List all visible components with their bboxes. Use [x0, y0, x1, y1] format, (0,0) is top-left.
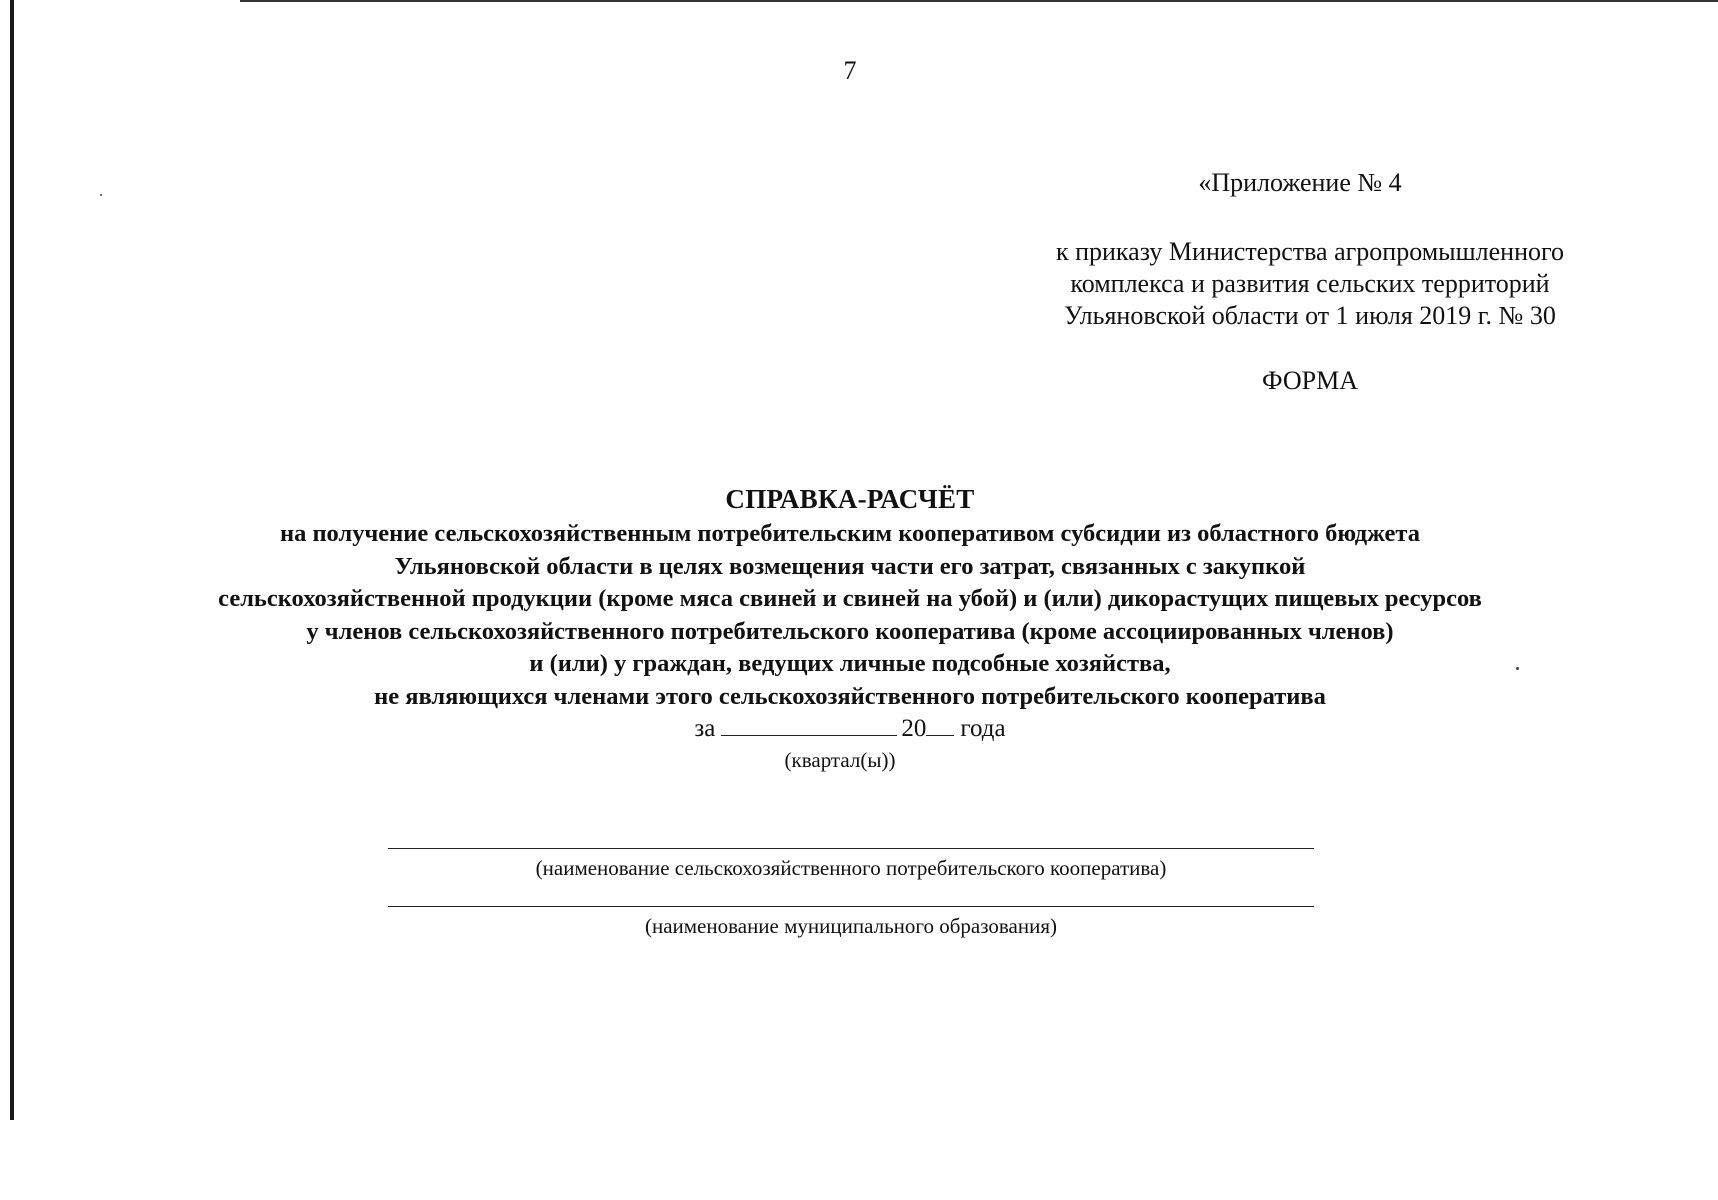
document-subtitle-line: не являющихся членами этого сельскохозяйственного потребительского кооператива — [374, 682, 1326, 710]
scan-speck — [100, 194, 102, 196]
appendix-reference-line: комплекса и развития сельских территорий — [1070, 269, 1550, 298]
quarter-blank-field[interactable] — [721, 715, 897, 736]
appendix-title: «Приложение № 4 — [1198, 168, 1402, 197]
form-label: ФОРМА — [1262, 366, 1358, 395]
scan-border-top — [240, 0, 1718, 2]
period-line — [0, 715, 1700, 743]
appendix-reference-line: Ульяновской области от 1 июля 2019 г. № 30 — [1064, 301, 1556, 330]
document-subtitle-line: у членов сельскохозяйственного потребительского кооператива (кроме ассоциированных членов) — [306, 617, 1394, 645]
cooperative-name-caption: (наименование сельскохозяйственного потребительского кооператива) — [535, 856, 1167, 880]
document-subtitle-line: на получение сельскохозяйственным потребительским кооперативом субсидии из областного бюджета — [279, 520, 1421, 547]
quarter-caption: (квартал(ы)) — [784, 748, 896, 772]
document-subtitle-line: и (или) у граждан, ведущих личные подсобные хозяйства, — [529, 650, 1171, 677]
page-number: 7 — [843, 56, 857, 85]
scan-border-left — [10, 0, 14, 1120]
year-blank-field[interactable] — [926, 715, 954, 736]
document-subtitle-line: сельскохозяйственной продукции (кроме мяса свиней и свиней на убой) и (или) дикорастущих пищевых ресурсов — [218, 585, 1482, 612]
document-subtitle — [60, 518, 1640, 713]
year-prefix: 20 — [901, 715, 927, 742]
period-prefix: за — [694, 715, 716, 742]
municipality-name-field[interactable] — [388, 906, 1314, 907]
appendix-reference — [1000, 236, 1620, 332]
appendix-reference-line: к приказу Министерства агропромышленного — [1055, 237, 1565, 266]
period-suffix: года — [960, 715, 1006, 742]
document-title: СПРАВКА-РАСЧЁТ — [725, 484, 975, 514]
scan-speck — [1516, 667, 1519, 670]
cooperative-name-field[interactable] — [388, 848, 1314, 849]
municipality-name-caption: (наименование муниципального образования) — [644, 914, 1058, 938]
document-subtitle-line: Ульяновской области в целях возмещения части его затрат, связанных с закупкой — [394, 552, 1306, 580]
